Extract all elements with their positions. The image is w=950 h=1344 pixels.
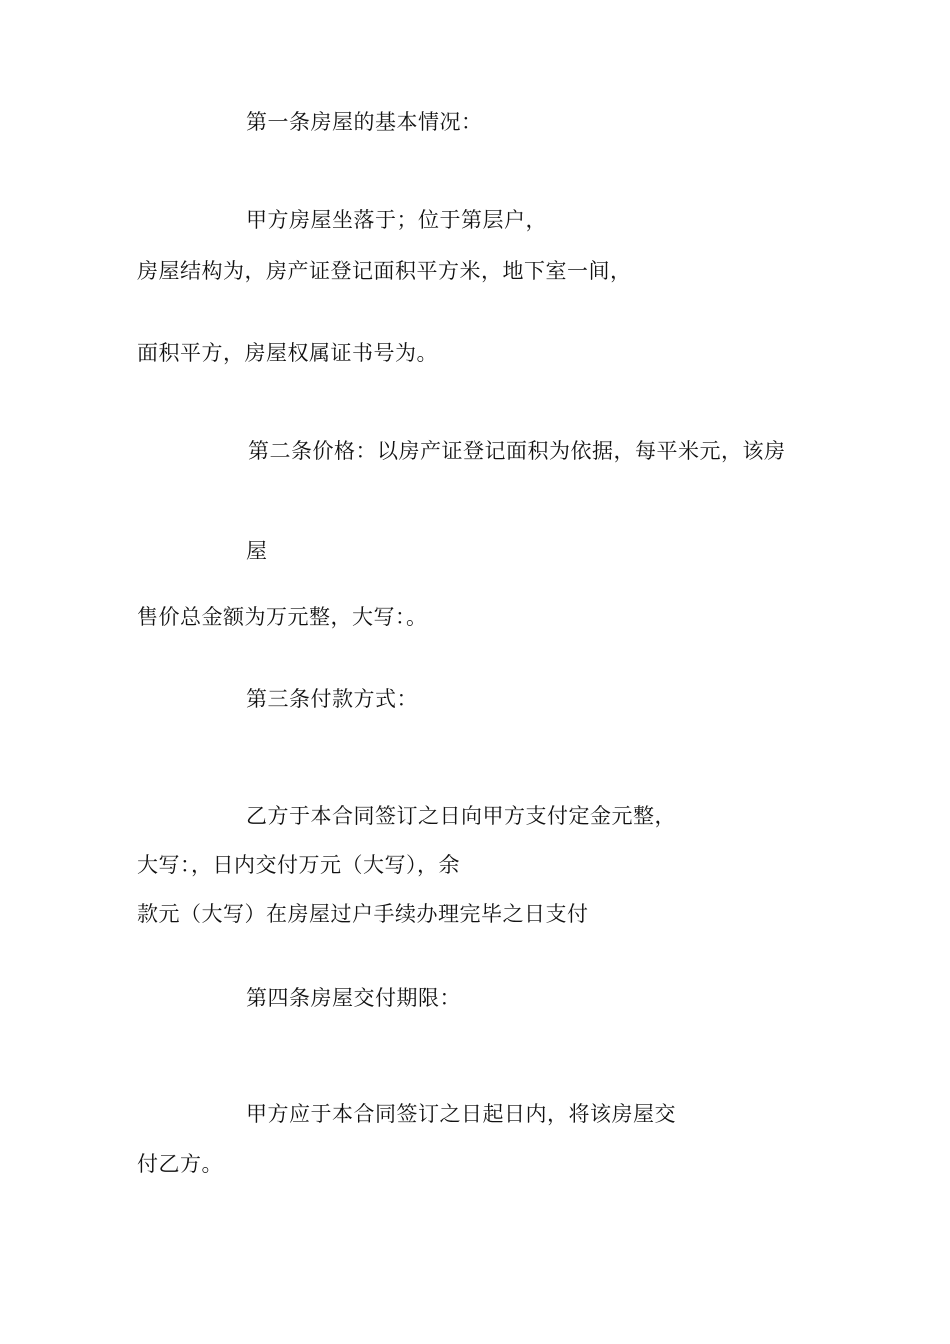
text-line: 乙方于本合同签订之日向甲方支付定金元整， — [246, 804, 676, 828]
text-line: 付乙方。 — [137, 1152, 223, 1176]
text-line: 屋 — [246, 539, 268, 563]
text-line: 大写：，日内交付万元（大写），余 — [137, 853, 460, 877]
article-2-heading: 第二条价格：以房产证登记面积为依据，每平米元，该房 — [248, 439, 786, 463]
text-line: 面积平方，房屋权属证书号为。 — [137, 341, 438, 365]
article-3-heading: 第三条付款方式： — [246, 687, 418, 711]
article-1-heading: 第一条房屋的基本情况： — [246, 110, 483, 134]
text-line: 款元（大写）在房屋过户手续办理完毕之日支付 — [137, 902, 589, 926]
text-line: 甲方应于本合同签订之日起日内，将该房屋交 — [246, 1102, 676, 1126]
text-line: 甲方房屋坐落于；位于第层户， — [246, 208, 547, 232]
article-4-heading: 第四条房屋交付期限： — [246, 986, 461, 1010]
text-line: 售价总金额为万元整，大写：。 — [137, 605, 428, 629]
text-line: 房屋结构为，房产证登记面积平方米，地下室一间， — [137, 259, 632, 283]
